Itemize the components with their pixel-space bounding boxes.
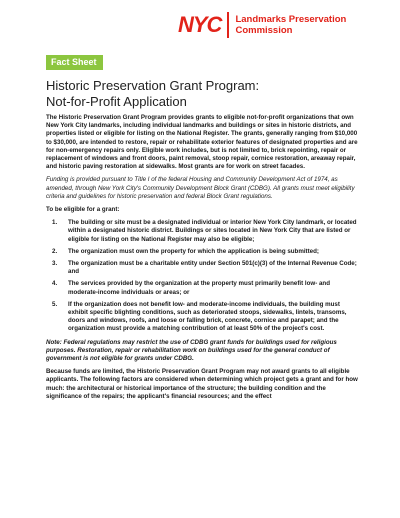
logo-divider: [227, 12, 229, 38]
title-line2: Not-for-Profit Application: [46, 94, 187, 109]
requirement-item: [46, 301, 360, 334]
closing-paragraph: Because funds are limited, the Historic Preservation Grant Program may not award grants to all eligible applicants. The following factors are considered when determining which project gets a grant and for how much: the architectural or historical importance of the structure; the building condition and the significance of the repairs; the applicant's financial resources; and the effect: [46, 368, 358, 400]
requirements-list: [46, 219, 360, 333]
requirement-number: 3.: [52, 260, 58, 268]
document-body: [46, 114, 360, 406]
requirement-item: [46, 280, 360, 296]
title-line1: Historic Preservation Grant Program:: [46, 78, 260, 93]
requirement-item: [46, 219, 360, 244]
requirement-text: The services provided by the organization at the property must primarily benefit low- and moderate-income individuals or areas; or: [68, 280, 330, 296]
requirement-number: 4.: [52, 280, 58, 288]
note-paragraph: Note: Federal regulations may restrict the use of CDBG grant funds for buildings used for religious purposes. Restoration, repair or rehabilitation work on buildings used for the general conduct of government is not eligible for grants under CDBG.: [46, 338, 337, 363]
intro-paragraph: The Historic Preservation Grant Program provides grants to eligible not-for-profit organizations that own New York City landmarks, including individual landmarks and buildings or sites in historic districts, and properties listed or eligible for listing on the National Register. The grants, generally ranging from $10,000 to $30,000, are intended to restore, repair or rehabilitate exterior features of designated properties and are for non-emergency repairs only. Eligible work includes, but is not limited to, brick repointing, repair or replacement of windows and front doors, paint removal, stoop repair, cornice restoration, areaway repair, and historic paving restoration at sidewalks. Most grants are for work on street facades.: [46, 114, 358, 171]
requirement-item: [46, 260, 360, 276]
requirement-text: If the organization does not benefit low- and moderate-income individuals, the building must exhibit specific blighting conditions, such as deteriorated stoops, sidewalks, lintels, transoms, doors and windows, roofs, and loose or falling brick, concrete, cornice and parapet; and the organization must provide a matching contribution of at least 50% of the project's cost.: [68, 300, 347, 333]
nyc-logo-mark: NYC: [178, 12, 222, 37]
requirement-text: The organization must be a charitable entity under Section 501(c)(3) of the Internal Revenue Code; and: [68, 260, 357, 276]
requirement-number: 1.: [52, 219, 58, 227]
requirement-text: The organization must own the property for which the application is being submitted;: [68, 247, 319, 255]
eligibility-intro: To be eligible for a grant:: [46, 206, 120, 214]
agency-name: [235, 14, 346, 36]
requirement-number: 2.: [52, 247, 58, 255]
agency-name-line2: Commission: [235, 25, 293, 36]
fact-sheet-badge: Fact Sheet: [46, 55, 103, 70]
requirement-item: [46, 248, 360, 256]
requirement-text: The building or site must be a designated individual or interior New York City landmark, or located within a designated historic district. Buildings or sites located in New York City that are listed or eligible for listing on the National Register may also be eligible;: [68, 219, 357, 243]
funding-paragraph: Funding is provided pursuant to Title I of the federal Housing and Community Development Act of 1974, as amended, through New York City's Community Development Block Grant (CDBG). All grants must meet eligibility criteria and guidelines for historic preservation and federal Block Grant regulations.: [46, 176, 355, 200]
agency-name-line1: Landmarks Preservation: [235, 14, 347, 25]
document-title: [46, 78, 366, 110]
nyc-lpc-logo: [178, 12, 346, 38]
requirement-number: 5.: [52, 300, 58, 308]
